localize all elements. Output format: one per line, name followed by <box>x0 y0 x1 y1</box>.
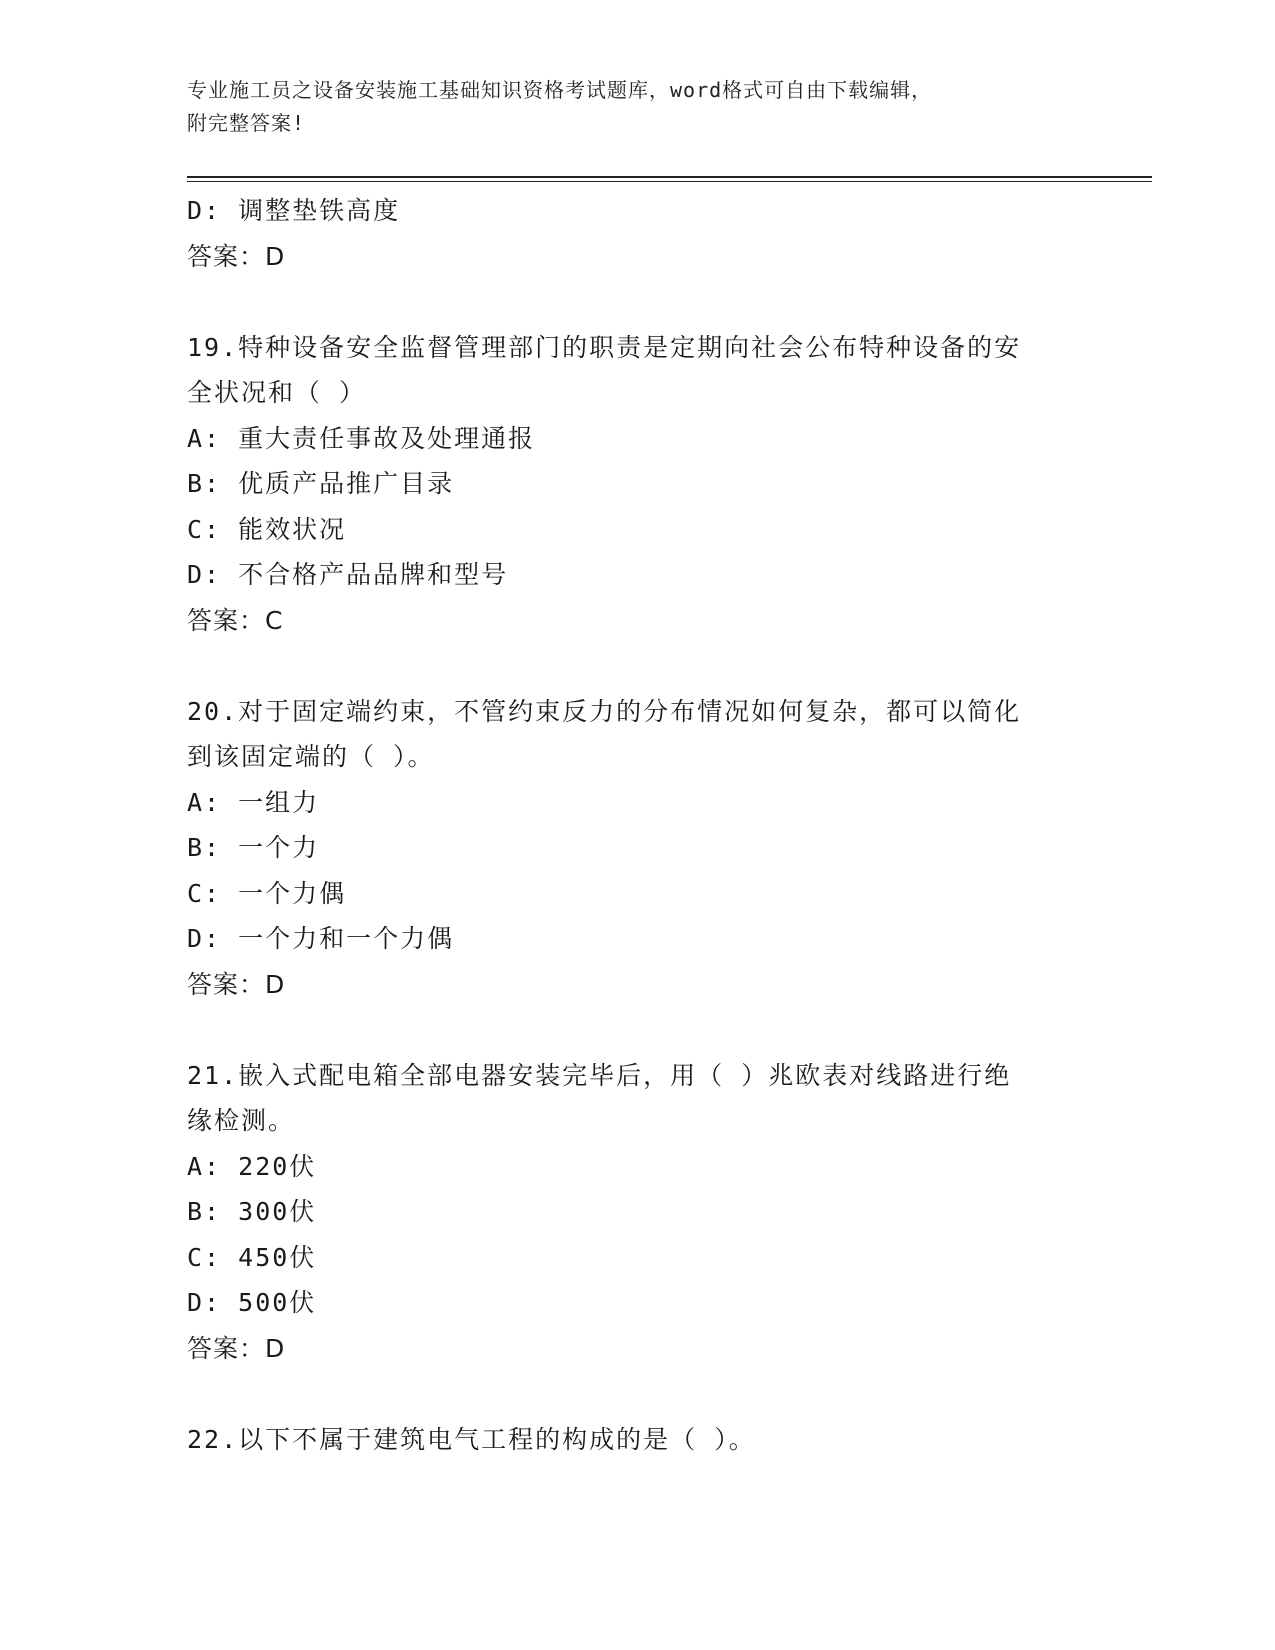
option-b: B: 300伏 <box>187 1197 317 1226</box>
answer-line: 答案：D <box>187 241 286 271</box>
answer-line: 答案：C <box>187 605 284 635</box>
header-divider-thin <box>187 181 1152 182</box>
question-stem-line-1: 20.对于固定端约束，不管约束反力的分布情况如何复杂，都可以简化 <box>187 696 1022 726</box>
question-19 <box>187 325 1087 644</box>
question-stem <box>187 1053 1067 1144</box>
question-stem-line-2: 全状况和（ ） <box>187 378 367 407</box>
header-title-line-2: 附完整答案! <box>187 111 306 135</box>
option-b: B: 优质产品推广目录 <box>187 469 455 498</box>
question-stem-line-2: 到该固定端的（ ）。 <box>187 742 435 771</box>
option-d: D: 一个力和一个力偶 <box>187 924 455 953</box>
question-stem <box>187 1417 1067 1463</box>
header-title-line-1: 专业施工员之设备安装施工基础知识资格考试题库，word格式可自由下载编辑， <box>187 78 933 102</box>
answer-line: 答案：D <box>187 1333 286 1363</box>
question-stem-line-1: 21.嵌入式配电箱全部电器安装完毕后，用（ ）兆欧表对线路进行绝 <box>187 1060 1012 1090</box>
option-b: B: 一个力 <box>187 833 320 862</box>
question-stem-line-1: 22.以下不属于建筑电气工程的构成的是（ ）。 <box>187 1424 756 1454</box>
option-a: A: 重大责任事故及处理通报 <box>187 423 536 453</box>
question-21 <box>187 1053 1087 1372</box>
header-divider-thick <box>187 176 1152 178</box>
question-stem-line-2: 缘检测。 <box>187 1106 296 1135</box>
option-c: C: 450伏 <box>187 1242 317 1272</box>
question-stem <box>187 325 1067 416</box>
question-20 <box>187 689 1087 1008</box>
question-stem <box>187 689 1067 780</box>
question-stem-line-1: 19.特种设备安全监督管理部门的职责是定期向社会公布特种设备的安 <box>187 332 1022 362</box>
question-list <box>187 188 1087 1462</box>
option-a: A: 一组力 <box>187 787 320 817</box>
option-c: C: 一个力偶 <box>187 878 347 908</box>
option-a: A: 220伏 <box>187 1151 317 1181</box>
option-d: D: 不合格产品品牌和型号 <box>187 560 509 589</box>
page-header <box>187 74 1087 140</box>
question-22 <box>187 1417 1087 1463</box>
answer-line: 答案：D <box>187 969 286 999</box>
option-d: D: 500伏 <box>187 1288 317 1317</box>
option-c: C: 能效状况 <box>187 514 347 544</box>
question-18-continuation <box>187 188 1087 279</box>
option-d: D: 调整垫铁高度 <box>187 196 401 225</box>
